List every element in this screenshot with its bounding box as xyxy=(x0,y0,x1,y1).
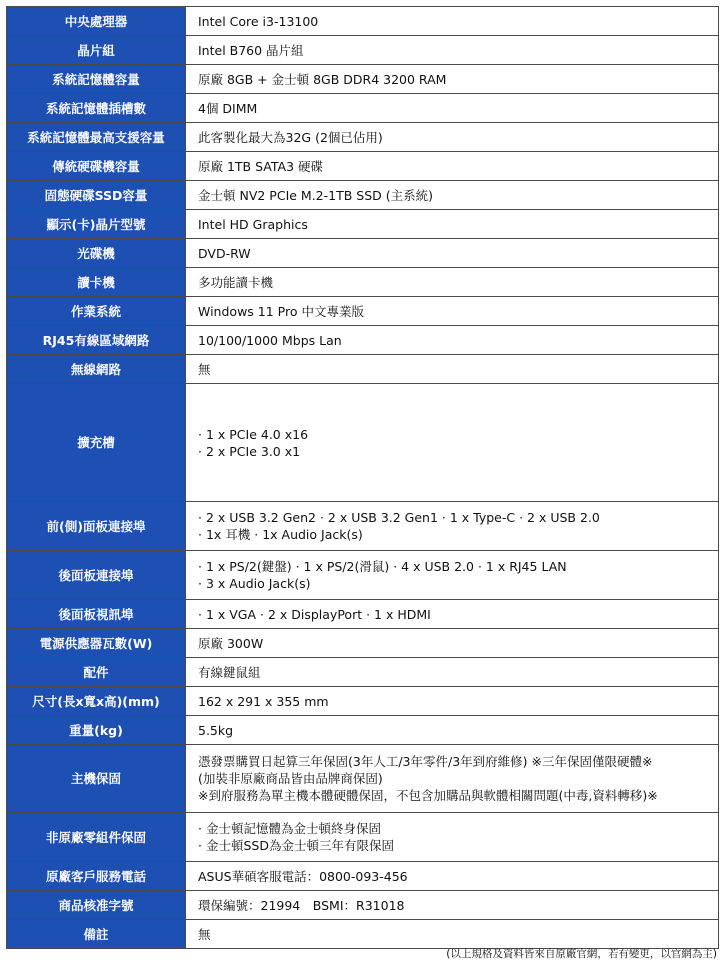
spec-row xyxy=(7,502,719,551)
spec-label: 顯示(卡)晶片型號 xyxy=(7,210,186,239)
spec-row xyxy=(7,94,719,123)
spec-label: 作業系統 xyxy=(7,297,186,326)
spec-label: RJ45有線區域網路 xyxy=(7,326,186,355)
spec-value-line: · 金士頓SSD為金士頓三年有限保固 xyxy=(198,838,394,853)
spec-value xyxy=(186,239,719,268)
spec-value-line: ASUS華碩客服電話：0800-093-456 xyxy=(198,868,408,884)
spec-value xyxy=(186,355,719,384)
spec-value-line: · 1 x VGA · 2 x DisplayPort · 1 x HDMI xyxy=(198,606,431,622)
spec-value-line: 162 x 291 x 355 mm xyxy=(198,693,329,709)
spec-value xyxy=(186,152,719,181)
spec-value xyxy=(186,210,719,239)
spec-value-line: 無 xyxy=(198,926,211,942)
spec-table-body xyxy=(7,7,719,949)
spec-row xyxy=(7,239,719,268)
spec-label: 無線網路 xyxy=(7,355,186,384)
spec-value xyxy=(186,65,719,94)
spec-value xyxy=(186,687,719,716)
spec-row xyxy=(7,716,719,745)
spec-label: 商品核准字號 xyxy=(7,891,186,920)
spec-value-line: Windows 11 Pro 中文專業版 xyxy=(198,303,364,319)
spec-value-line: 環保編號：21994 BSMI：R31018 xyxy=(198,897,405,913)
spec-value-line: 多功能讀卡機 xyxy=(198,274,274,290)
spec-row xyxy=(7,862,719,891)
spec-value xyxy=(186,268,719,297)
spec-value xyxy=(186,326,719,355)
spec-value-line: 金士頓 NV2 PCIe M.2-1TB SSD (主系統) xyxy=(198,187,433,203)
spec-value-line: Intel Core i3-13100 xyxy=(198,13,319,29)
spec-label: 配件 xyxy=(7,658,186,687)
spec-row xyxy=(7,65,719,94)
spec-row xyxy=(7,384,719,502)
spec-value-line: DVD-RW xyxy=(198,245,251,261)
spec-row xyxy=(7,658,719,687)
spec-label: 中央處理器 xyxy=(7,7,186,36)
spec-label: 非原廠零組件保固 xyxy=(7,813,186,862)
spec-row xyxy=(7,123,719,152)
spec-row xyxy=(7,813,719,862)
spec-row xyxy=(7,181,719,210)
spec-value-line: 有線鍵鼠組 xyxy=(198,664,261,680)
spec-value xyxy=(186,7,719,36)
spec-value-line: ※到府服務為單主機本體硬體保固，不包含加購品與軟體相關問題(中毒,資料轉移)※ xyxy=(198,788,658,803)
spec-row xyxy=(7,297,719,326)
spec-label: 固態硬碟SSD容量 xyxy=(7,181,186,210)
spec-value xyxy=(186,94,719,123)
spec-value-line: · 1x 耳機 · 1x Audio Jack(s) xyxy=(198,527,363,542)
spec-row xyxy=(7,268,719,297)
spec-row xyxy=(7,920,719,949)
spec-value-line: 4個 DIMM xyxy=(198,100,258,116)
spec-value-line: · 1 x PS/2(鍵盤) · 1 x PS/2(滑鼠) · 4 x USB 2.0 · 1 x RJ45 LAN xyxy=(198,559,567,574)
spec-row xyxy=(7,687,719,716)
spec-label: 擴充槽 xyxy=(7,384,186,502)
spec-label: 讀卡機 xyxy=(7,268,186,297)
spec-label: 主機保固 xyxy=(7,745,186,813)
spec-row xyxy=(7,891,719,920)
spec-value xyxy=(186,745,719,813)
spec-value xyxy=(186,181,719,210)
footnote: (以上規格及資料皆來自原廠官網，若有變更，以官網為主) xyxy=(446,948,717,960)
spec-label: 原廠客戶服務電話 xyxy=(7,862,186,891)
spec-value-line: 5.5kg xyxy=(198,722,234,738)
spec-table xyxy=(6,6,719,949)
spec-label: 傳統硬碟機容量 xyxy=(7,152,186,181)
spec-value xyxy=(186,36,719,65)
spec-value-line: · 2 x PCIe 3.0 x1 xyxy=(198,443,301,459)
spec-label: 後面板連接埠 xyxy=(7,551,186,600)
spec-value xyxy=(186,862,719,891)
spec-label: 系統記憶體容量 xyxy=(7,65,186,94)
spec-value-line: · 2 x USB 3.2 Gen2 · 2 x USB 3.2 Gen1 · 1 x Type-C · 2 x USB 2.0 xyxy=(198,510,600,525)
spec-label: 備註 xyxy=(7,920,186,949)
spec-row xyxy=(7,210,719,239)
spec-value xyxy=(186,384,719,502)
spec-value xyxy=(186,716,719,745)
spec-value xyxy=(186,891,719,920)
spec-value-line: Intel HD Graphics xyxy=(198,216,308,232)
spec-value xyxy=(186,658,719,687)
spec-value xyxy=(186,297,719,326)
spec-value-line: 無 xyxy=(198,361,211,377)
spec-row xyxy=(7,551,719,600)
spec-row xyxy=(7,600,719,629)
spec-value xyxy=(186,813,719,862)
spec-label: 系統記憶體插槽數 xyxy=(7,94,186,123)
spec-row xyxy=(7,745,719,813)
spec-value-line: 此客製化最大為32G (2個已佔用) xyxy=(198,129,383,145)
spec-value-line: · 金士頓記憶體為金士頓終身保固 xyxy=(198,821,381,836)
spec-row xyxy=(7,326,719,355)
spec-value-line: 憑發票購買日起算三年保固(3年人工/3年零件/3年到府維修) ※三年保固僅限硬體※ xyxy=(198,754,653,769)
spec-value xyxy=(186,629,719,658)
spec-row xyxy=(7,36,719,65)
spec-label: 電源供應器瓦數(W) xyxy=(7,629,186,658)
spec-value xyxy=(186,920,719,949)
spec-value-line: 原廠 300W xyxy=(198,635,264,651)
spec-label: 前(側)面板連接埠 xyxy=(7,502,186,551)
spec-value-line: 原廠 8GB + 金士頓 8GB DDR4 3200 RAM xyxy=(198,71,447,87)
spec-row xyxy=(7,355,719,384)
spec-value-line: 10/100/1000 Mbps Lan xyxy=(198,332,342,348)
spec-value xyxy=(186,502,719,551)
spec-value-line: · 1 x PCIe 4.0 x16 xyxy=(198,426,309,442)
spec-row xyxy=(7,152,719,181)
spec-value xyxy=(186,600,719,629)
spec-value-line: · 3 x Audio Jack(s) xyxy=(198,576,311,591)
spec-label: 光碟機 xyxy=(7,239,186,268)
spec-value-line: (加裝非原廠商品皆由品牌商保固) xyxy=(198,771,383,786)
spec-value xyxy=(186,551,719,600)
spec-row xyxy=(7,7,719,36)
spec-label: 系統記憶體最高支援容量 xyxy=(7,123,186,152)
spec-value-line: 原廠 1TB SATA3 硬碟 xyxy=(198,158,324,174)
spec-label: 重量(kg) xyxy=(7,716,186,745)
spec-label: 晶片組 xyxy=(7,36,186,65)
spec-label: 尺寸(長x寬x高)(mm) xyxy=(7,687,186,716)
spec-value-line: Intel B760 晶片組 xyxy=(198,42,304,58)
spec-label: 後面板視訊埠 xyxy=(7,600,186,629)
spec-row xyxy=(7,629,719,658)
spec-value xyxy=(186,123,719,152)
